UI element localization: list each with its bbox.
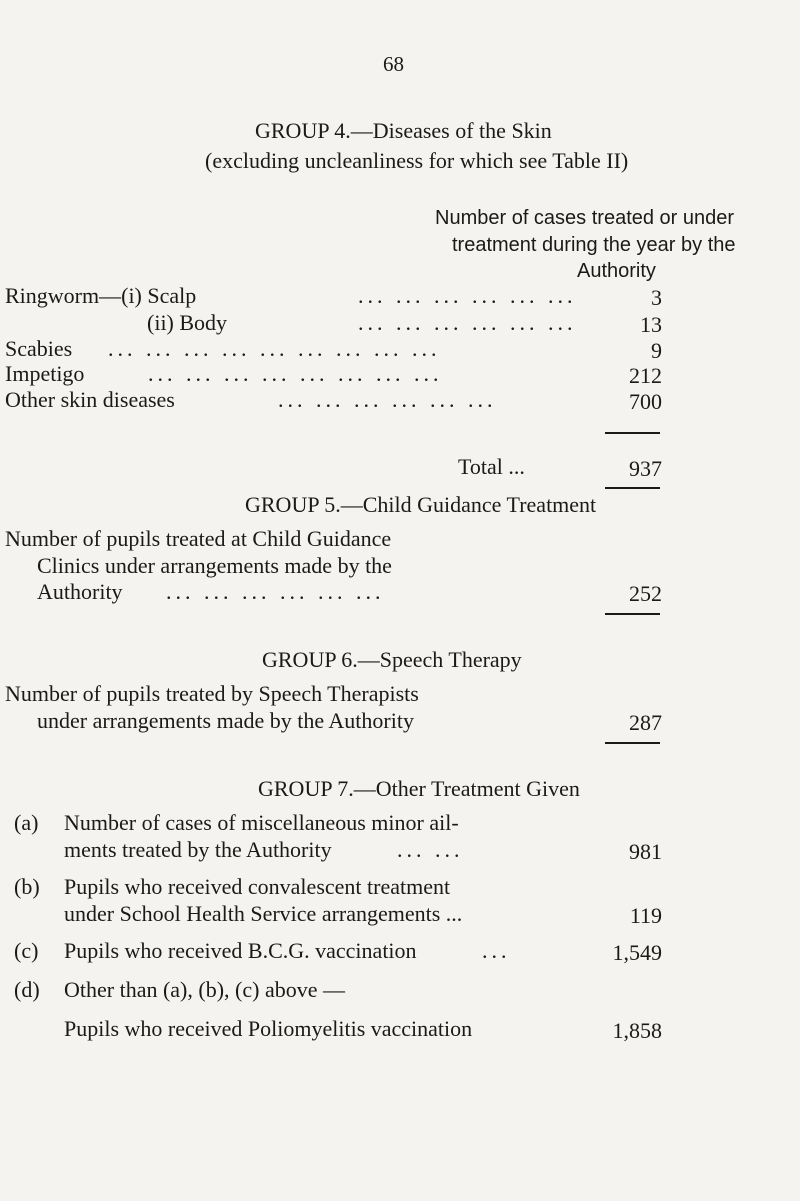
leader-dots: ... ... ... ... ... ... [358,283,577,308]
row-label: Other skin diseases [5,387,175,412]
total-rule-bottom [605,487,660,489]
total-rule-top [605,432,660,434]
item-value: 1,549 [612,940,662,965]
item-marker: (a) [14,810,39,835]
row-value: 3 [651,285,662,310]
total-label: Total ... [458,454,525,479]
group5-line1: Number of pupils treated at Child Guidance [5,526,392,551]
group4-title: GROUP 4.—Diseases of the Skin [255,118,552,143]
page-number: 68 [383,52,404,76]
item-line1: Pupils who received convalescent treatment [64,874,451,899]
item-value: 981 [629,839,662,864]
item-line1: Other than (a), (b), (c) above — [64,977,345,1002]
group6-title: GROUP 6.—Speech Therapy [262,647,522,672]
group7-title: GROUP 7.—Other Treatment Given [258,776,580,801]
leader-dots: ... ... ... ... ... ... [278,387,497,412]
row-label: Scabies [5,336,73,361]
group6-line1: Number of pupils treated by Speech Therapists [5,681,419,706]
row-value: 13 [640,312,662,337]
row-value: 700 [629,389,662,414]
leader-dots: ... ... ... ... ... ... [358,310,577,335]
leader-dots: ... ... ... ... ... ... [166,579,385,604]
row-value: 212 [629,363,662,388]
group6-rule [605,742,660,744]
leader-dots: ... [482,938,511,963]
leader-dots: ... ... [397,837,464,862]
item-value: 119 [629,903,662,928]
item-line2: under School Health Service arrangements ... [64,901,463,926]
item-marker: (d) [14,977,40,1002]
total-value: 937 [629,456,662,481]
item-line2: Pupils who received Poliomyelitis vaccination [64,1016,473,1041]
item-marker: (c) [14,938,39,963]
group5-rule [605,613,660,615]
group6-line2: under arrangements made by the Authority [37,708,414,733]
row-value: 9 [651,338,662,363]
item-marker: (b) [14,874,40,899]
group4-column-header-line3: Authority [577,260,656,282]
group6-value: 287 [629,710,662,735]
group5-line2: Clinics under arrangements made by the [37,553,392,578]
row-label: Ringworm—(i) Scalp [5,283,197,308]
row-label: Impetigo [5,361,85,386]
item-line1: Pupils who received B.C.G. vaccination [64,938,417,963]
leader-dots: ... ... ... ... ... ... ... ... ... [108,336,441,361]
item-line1: Number of cases of miscellaneous minor ail- [64,810,459,835]
group5-line3: Authority [37,579,123,604]
group4-column-header-line1: Number of cases treated or under [435,207,735,229]
group5-value: 252 [629,581,662,606]
group4-column-header-line2: treatment during the year by the [452,234,736,256]
item-value: 1,858 [612,1018,662,1043]
row-label: (ii) Body [147,310,228,335]
group5-title: GROUP 5.—Child Guidance Treatment [245,492,597,517]
leader-dots: ... ... ... ... ... ... ... ... [148,361,443,386]
group4-subtitle: (excluding uncleanliness for which see Table II) [205,148,629,173]
item-line2: ments treated by the Authority [64,837,332,862]
